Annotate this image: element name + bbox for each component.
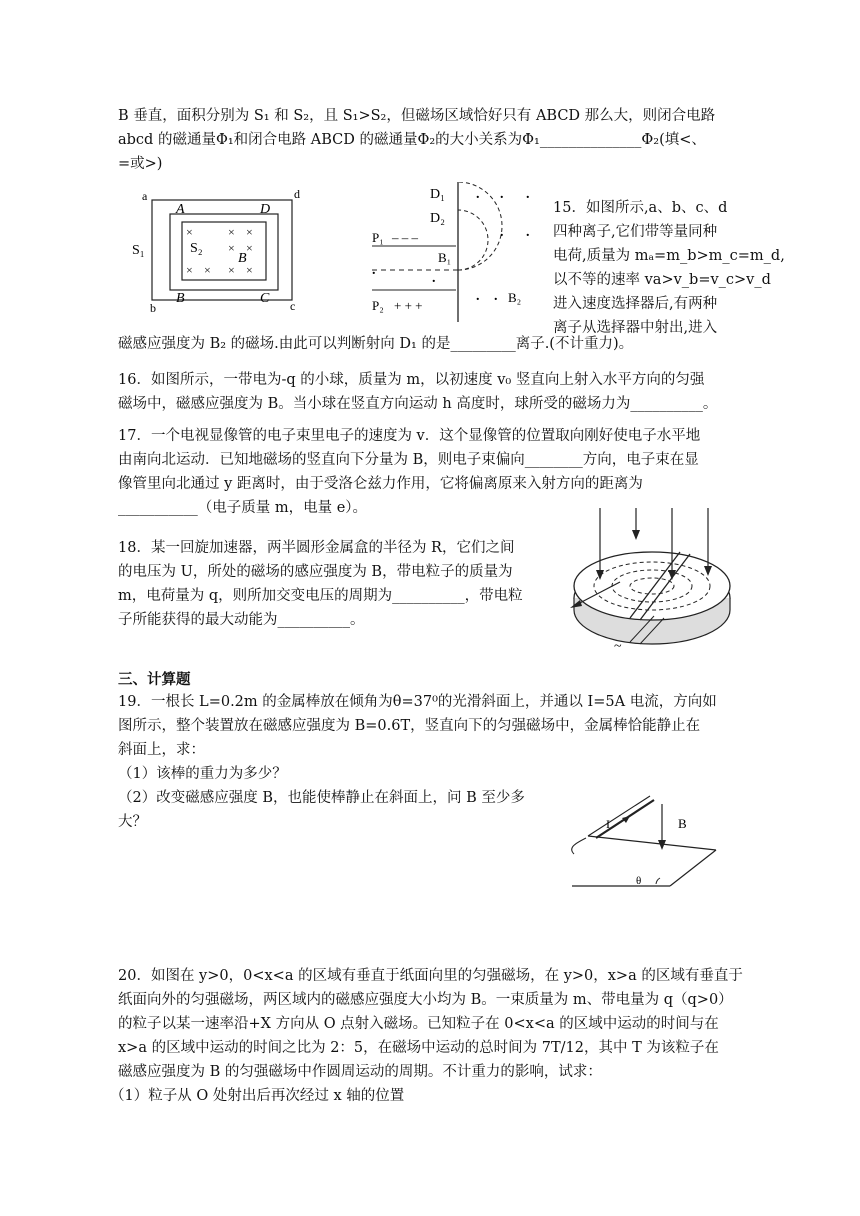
label-b: b [150,301,156,315]
q20-line-3: 的粒子以某一速率沿+X 方向从 O 点射入磁场。已知粒子在 0<x<a 的区域中运动的时间与在 [118,1016,719,1032]
label-d: d [294,187,300,201]
q16-line-1: 16．如图所示，一带电为-q 的小球，质量为 m，以初速度 v₀ 竖直向上射入水平方向的匀强 [118,372,705,388]
svg-text:×: × [228,225,235,239]
q20-line-4: x>a 的区域中运动的时间之比为 2：5，在磁场中运动的总时间为 7T/12，其中 T 为该粒子在 [118,1040,719,1056]
q20-part-1: （1）粒子从 O 处射出后再次经过 x 轴的位置 [110,1088,405,1104]
plate-minus: – – – [392,230,418,245]
q15-line-6: 离子从选择器中射出,进入 [553,320,718,336]
q19-part-1: （1）该棒的重力为多少？ [118,766,287,782]
figure-14-flux-loops [130,186,310,316]
q15-line-7: 磁感应强度为 B₂ 的磁场.由此可以判断射向 D₁ 的是_________离子.(不计重力)。 [118,336,634,352]
q15-line-3: 电荷,质量为 mₐ=m_b>m_c=m_d, [553,248,785,264]
angle-label-theta: θ [636,875,642,887]
q19-part-2b: 大？ [118,814,147,830]
svg-text:.: . [476,289,480,304]
label-D2: D₂ [430,211,445,226]
label-field-B: B [238,251,247,266]
svg-text:×: × [246,263,253,277]
q19-line-2: 图所示，整个装置放在磁感应强度为 B=0.6T，竖直向下的匀强磁场中，金属棒恰能静止在 [118,718,701,734]
q14-line-2: abcd 的磁通量Φ₁和闭合电路 ABCD 的磁通量Φ₂的大小关系为Φ₁______________Φ₂(填<、 [118,132,706,148]
svg-text:.: . [500,225,504,240]
q18-line-4: 子所能获得的最大动能为__________。 [118,612,365,628]
q15-line-1: 15．如图所示,a、b、c、d [553,200,728,216]
q19-part-2a: （2）改变磁感应强度 B，也能使棒静止在斜面上，问 B 至少多 [118,790,525,806]
q15-line-4: 以不等的速率 va>v_b=v_c>v_d [553,272,771,288]
q18-line-1: 18．某一回旋加速器，两半圆形金属盒的半径为 R，它们之间 [118,540,515,556]
section-heading: 三、计算题 [118,671,191,688]
label-C: C [260,291,270,306]
label-a: a [142,189,148,203]
figure-18-cyclotron [560,506,740,652]
svg-text:×: × [186,225,193,239]
svg-text:×: × [246,241,253,255]
q14-line-1: B 垂直，面积分别为 S₁ 和 S₂，且 S₁>S₂，但磁场区域恰好只有 ABCD 那么大，则闭合电路 [118,108,716,124]
svg-text:×: × [228,241,235,255]
label-S2: S₂ [190,241,203,256]
plate-plus: + + + [394,298,423,313]
label-B2: B₂ [508,290,522,305]
q20-line-1: 20．如图在 y>0，0<x<a 的区域有垂直于纸面向里的匀强磁场，在 y>0，x>a 的区域有垂直于 [118,968,743,984]
svg-text:.: . [526,187,530,202]
label-A: A [176,202,185,217]
svg-text:×: × [228,263,235,277]
q17-line-4: ___________（电子质量 m，电量 e）。 [118,500,368,516]
q19-line-3: 斜面上，求： [118,742,205,758]
label-B: B [176,291,185,306]
svg-text:.: . [494,289,498,304]
q14-line-3: =或>) [118,156,163,172]
q17-line-2: 由南向北运动．已知地磁场的竖直向下分量为 B，则电子束偏向________方向，电子束在显 [118,452,699,468]
q18-line-2: 的电压为 U，所处的磁场的感应强度为 B，带电粒子的质量为 [118,564,513,580]
label-D1: D₁ [430,187,445,202]
svg-text:.: . [372,263,376,278]
svg-text:×: × [246,225,253,239]
q18-line-3: m，电荷量为 q，则所加交变电压的周期为__________，带电粒 [118,588,523,604]
label-B1: B₁ [438,250,452,265]
field-label-B: B [678,816,687,831]
svg-text:.: . [432,271,436,286]
label-D: D [260,202,271,217]
figure-15-velocity-selector [368,182,548,322]
svg-text:.: . [500,187,504,202]
q17-line-3: 像管里向北通过 y 距离时，由于受洛仑兹力作用，它将偏离原来入射方向的距离为 [118,476,643,492]
q15-line-5: 进入速度选择器后,有两种 [553,296,718,312]
q20-line-2: 纸面向外的匀强磁场，两区域内的磁感应强度大小均为 B。一束质量为 m、带电量为 q（q>0） [118,992,733,1008]
figure-19-incline-rod [566,792,726,892]
svg-text:.: . [476,187,480,202]
q20-line-5: 磁感应强度为 B 的匀强磁场中作圆周运动的周期。不计重力的影响，试求： [118,1064,602,1080]
label-P1: P₁ [372,230,384,245]
svg-text:×: × [186,263,193,277]
label-S1: S₁ [132,243,145,258]
svg-text:×: × [204,263,211,277]
ac-source-symbol: ~ [614,639,622,652]
q17-line-1: 17．一个电视显像管的电子束里电子的速度为 v．这个显像管的位置取向刚好使电子水平地 [118,428,701,444]
svg-text:.: . [526,225,530,240]
q19-line-1: 19．一根长 L=0.2m 的金属棒放在倾角为θ=37⁰的光滑斜面上，并通以 I=5A 电流，方向如 [118,694,717,710]
current-label-I: I [606,817,610,831]
label-P2: P₂ [372,298,384,313]
q16-line-2: 磁场中，磁感应强度为 B。当小球在竖直方向运动 h 高度时，球所受的磁场力为__________。 [118,396,718,412]
q15-line-2: 四种离子,它们带等量同种 [553,224,718,240]
label-c: c [290,299,296,313]
